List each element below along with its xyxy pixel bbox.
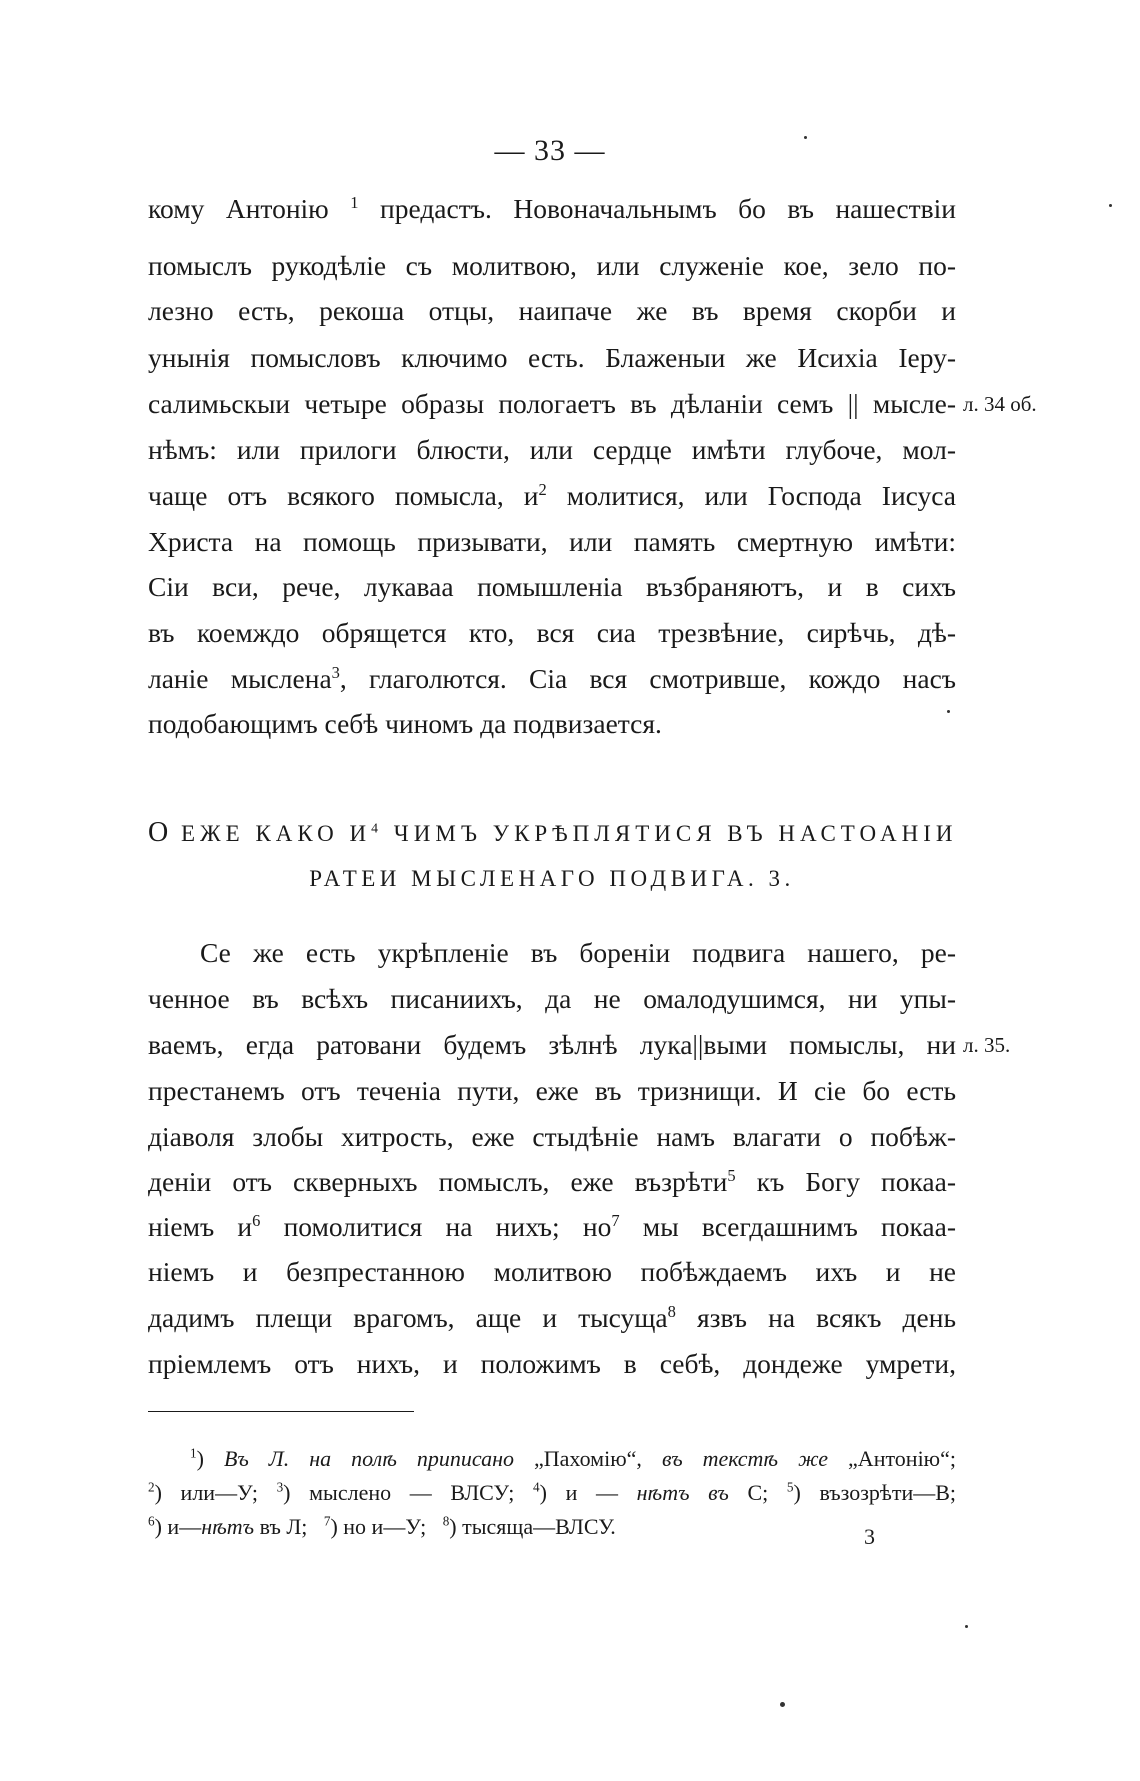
text-line: въ коемждо обрящется кто, вся сиа трезвѣние, сирѣчь, дѣ- [148,617,956,648]
print-speck [965,1625,968,1628]
text-line: престанемъ отъ теченіа пути, еже въ тризнищи. И сіе бо есть [148,1075,956,1106]
footnote-separator [148,1411,414,1412]
text-line: Христа на помощь призывати, или память смертную имѣти: [148,526,956,557]
footnote-line: $^2$) или—У; $^3$) мыслено — ВЛСУ; $^4$) и — нѣтъ въ С; $^5$) възозрѣти—В; [148,1479,957,1505]
text-line: чаще отъ всякого помысла, $и^2$ молитися, или Господа Іисуса [148,479,956,511]
page-number: — 33 — [494,134,606,167]
print-speck [780,1702,785,1707]
print-speck [947,710,950,713]
text-line: дадимъ плещи врагомъ, аще и тысуща$^8$ язвъ на всякъ день [148,1301,956,1333]
footnote-line: $^6$) и—нѣтъ въ Л; $^7$) но и—У; $^8$) тысяща—ВЛСУ. [148,1513,616,1539]
text-line: салимьскыи четыре образы пологаетъ въ дѣланіи семъ || мысле- [148,388,956,419]
margin-folio-note: л. 35. [963,1033,1011,1057]
text-line: ченное въ всѣхъ писаниихъ, да не омалодушимся, ни упы- [148,983,956,1014]
text-line: ваемъ, егда ратовани будемъ зѣлнѣ лука||выми помыслы, ни [148,1029,956,1060]
text-line: унынія помысловъ ключимо есть. Блаженыи же Исихіа Іеру- [148,342,956,373]
text-line: нѣмъ: или прилоги блюсти, или сердце имѣти глубоче, мол- [148,434,956,465]
text-line: лезно есть, рекоша отцы, наипаче же въ время скорби и [148,295,956,326]
text-line: ніемъ и безпрестанною молитвою побѣждаемъ ихъ и не [148,1256,956,1287]
footnote-line: $^1$) Въ Л. на полѣ приписано „Пахомію“, въ текстѣ же „Антонію“; [190,1445,956,1471]
text-line: діаволя злобы хитрость, еже стыдѣніе намъ влагати о побѣж- [148,1121,956,1152]
text-line: помыслъ рукодѣліе съ молитвою, или служеніе кое, зело по- [148,250,956,281]
text-line: пріемлемъ отъ нихъ, и положимъ в себѣ, дондеже умрети, [148,1348,956,1379]
text-line: деніи отъ скверныхъ помыслъ, еже възрѣти$^5$ къ Богу покаа- [148,1165,956,1197]
text-line: ланіе мыслена$^3$, глаголются. Сіа вся смотривше, кождо насъ [148,662,957,694]
text-line: подобающимъ себѣ чиномъ да подвизается. [148,708,662,739]
signature-mark: 3 [864,1524,875,1549]
section-heading-line-2: РАТЕИ МЫСЛЕНАГО ПОДВИГА. 3. [309,866,795,891]
text-line: Сіи вси, рече, лукаваа помышленіа възбраняютъ, и в сихъ [148,571,956,602]
print-speck [1109,204,1112,207]
text-line: Се же есть укрѣпленіе въ бореніи подвига нашего, ре- [200,937,956,968]
margin-folio-note: л. 34 об. [963,392,1037,416]
text-line: ніемъ $и^6$ помолитися на нихъ; $но^7$ мы всегдашнимъ покаа- [148,1210,956,1242]
text-line: кому Антонію $^1$ предастъ. Новоначальнымъ бо въ нашествіи [148,192,957,224]
print-speck [804,136,807,139]
section-heading-line-1: О ЕЖЕ КАКО $И^4$ ЧИМЪ УКРѢПЛЯТИСЯ ВЪ НАСТОАНІИ [148,817,958,848]
